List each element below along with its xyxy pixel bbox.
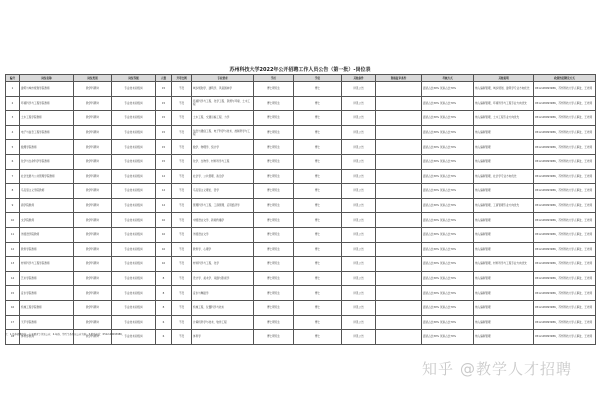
table-cell: 数学、物理学、统计学	[192, 140, 254, 155]
table-cell: 艺术学院教师	[20, 271, 74, 286]
table-cell: 博士	[294, 111, 342, 126]
table-cell: 博士研究生	[254, 169, 294, 184]
table-cell: 详见公告	[342, 227, 376, 242]
table-cell: 专业技术初级岗	[112, 213, 156, 228]
column-header: 其他条件	[342, 75, 376, 82]
table-notes: 注：1.具体招聘岗位、专业要求等详见公告；2.年龄、学历等条件以公告为准；3.联系电话：0512-68093986。	[5, 333, 125, 336]
table-cell: 专业技术初级岗	[112, 242, 156, 257]
table-cell	[376, 169, 422, 184]
table-cell: 博士研究生	[254, 125, 294, 140]
table-cell: 博士	[294, 184, 342, 199]
table-cell: 专业技术初级岗	[112, 154, 156, 169]
table-cell: 专业技术初级岗	[112, 184, 156, 199]
table-cell: 详见公告	[342, 300, 376, 315]
table-cell	[376, 184, 422, 199]
table-row	[6, 111, 596, 126]
table-cell	[376, 227, 422, 242]
column-header: 学位	[294, 75, 342, 82]
table-cell: 博士研究生	[254, 154, 294, 169]
column-header: 其他说明	[474, 75, 534, 82]
table-cell: 面试占比30% 试讲占比70%	[422, 154, 474, 169]
column-header: 学历	[254, 75, 294, 82]
table-cell: 博士	[294, 227, 342, 242]
table-cell: 18	[6, 330, 20, 345]
table-cell: 面试占比30% 试讲占比70%	[422, 271, 474, 286]
table-cell: 环境科学与工程、化学工程、资源与环境、土木工程	[192, 96, 254, 111]
table-cell: 纳入编制管理，工商管理专业方向优先	[474, 198, 534, 213]
column-header: 政策性招聘及方式	[534, 75, 596, 82]
table-cell: 纳入编制管理，材料科学与工程专业方向优先	[474, 257, 534, 272]
table-cell: 纳入编制管理	[474, 184, 534, 199]
table-cell: 博士研究生	[254, 111, 294, 126]
table-cell: 纳入编制管理	[474, 154, 534, 169]
table-cell: 土木工程学院教师	[20, 111, 74, 126]
table-cell: 博士研究生	[254, 271, 294, 286]
table-cell: 0512-68093986，苏州科技大学人事处，王老师	[534, 227, 596, 242]
table-cell: 马克思主义学院教师	[20, 184, 74, 199]
table-cell: 不设	[172, 271, 192, 286]
table-cell: 15	[156, 82, 172, 97]
table-cell: 博士研究生	[254, 184, 294, 199]
table-cell: 6	[156, 315, 172, 330]
table-cell: 教学科研岗	[74, 184, 112, 199]
table-cell: 化学与生命科学学院教师	[20, 154, 74, 169]
table-cell: 外国语学院教师	[20, 227, 74, 242]
table-cell: 体育部教师	[20, 330, 74, 345]
table-cell: 详见公告	[342, 184, 376, 199]
table-cell: 数理学院教师	[20, 140, 74, 155]
table-cell: 12	[156, 198, 172, 213]
table-cell: 博士	[294, 140, 342, 155]
table-cell: 0512-68093986，苏州科技大学人事处，王老师	[534, 96, 596, 111]
table-row	[6, 257, 596, 272]
table-cell: 面试占比30% 试讲占比70%	[422, 227, 474, 242]
table-cell: 纳入编制管理，城乡规划、建筑学专业方向优先	[474, 82, 534, 97]
table-cell	[376, 140, 422, 155]
table-cell: 16	[6, 300, 20, 315]
table-cell: 0512-68093986，苏州科技大学人事处，王老师	[534, 140, 596, 155]
table-row	[6, 242, 596, 257]
table-cell: 0512-68093986，苏州科技大学人事处，王老师	[534, 154, 596, 169]
table-cell: 教学科研岗	[74, 213, 112, 228]
table-cell: 面试占比30% 试讲占比70%	[422, 184, 474, 199]
table-cell: 不设	[172, 184, 192, 199]
table-cell	[376, 198, 422, 213]
table-cell: 详见公告	[342, 213, 376, 228]
table-cell: 博士研究生	[254, 257, 294, 272]
column-header: 开考比例	[172, 75, 192, 82]
table-cell: 专业技术初级岗	[112, 286, 156, 301]
table-cell: 5	[6, 140, 20, 155]
table-cell: 教学科研岗	[74, 96, 112, 111]
table-cell: 博士	[294, 169, 342, 184]
table-cell: 详见公告	[342, 271, 376, 286]
table-cell: 0512-68093986，苏州科技大学人事处，王老师	[534, 315, 596, 330]
column-header: 考核方式	[422, 75, 474, 82]
table-cell: 纳入编制管理	[474, 125, 534, 140]
table-cell: 教学科研岗	[74, 330, 112, 345]
table-cell: 面试占比30% 试讲占比70%	[422, 111, 474, 126]
table-cell: 不设	[172, 82, 192, 97]
table-cell: 文学院教师	[20, 213, 74, 228]
table-cell: 0512-68093986，苏州科技大学人事处，王老师	[534, 242, 596, 257]
table-cell: 0512-68093986，苏州科技大学人事处，王老师	[534, 169, 596, 184]
table-cell: 0512-68093986，苏州科技大学人事处，王老师	[534, 184, 596, 199]
table-cell: 专业技术初级岗	[112, 271, 156, 286]
table-cell: 0512-68093986，苏州科技大学人事处，王老师	[534, 300, 596, 315]
table-cell	[376, 154, 422, 169]
table-cell: 纳入编制管理	[474, 213, 534, 228]
table-cell: 社会学、公共管理、政治学	[192, 169, 254, 184]
table-row	[6, 286, 596, 301]
table-cell: 不设	[172, 330, 192, 345]
table-cell	[376, 300, 422, 315]
table-cell: 教学科研岗	[74, 154, 112, 169]
table-cell: 12	[6, 242, 20, 257]
table-cell: 10	[156, 242, 172, 257]
table-cell: 详见公告	[342, 96, 376, 111]
job-table	[5, 74, 596, 345]
table-cell: 15	[156, 140, 172, 155]
table-cell: 音乐学院教师	[20, 286, 74, 301]
column-header: 人数	[156, 75, 172, 82]
table-cell: 详见公告	[342, 140, 376, 155]
table-cell: 博士研究生	[254, 330, 294, 345]
table-cell: 0512-68093986，苏州科技大学人事处，王老师	[534, 330, 596, 345]
table-cell: 博士	[294, 154, 342, 169]
table-cell: 博士研究生	[254, 315, 294, 330]
table-cell: 面试占比30% 试讲占比70%	[422, 125, 474, 140]
column-header: 岗位名称	[20, 75, 74, 82]
table-cell: 详见公告	[342, 330, 376, 345]
table-cell: 体育学	[192, 330, 254, 345]
table-cell	[376, 125, 422, 140]
table-cell: 面试占比30% 试讲占比70%	[422, 330, 474, 345]
table-cell: 详见公告	[342, 154, 376, 169]
table-cell: 土木工程、交通运输工程、力学	[192, 111, 254, 126]
table-cell: 2	[6, 96, 20, 111]
table-cell: 教学科研岗	[74, 140, 112, 155]
table-cell: 专业技术初级岗	[112, 111, 156, 126]
table-cell: 0512-68093986，苏州科技大学人事处，王老师	[534, 111, 596, 126]
table-cell: 教育学院教师	[20, 242, 74, 257]
table-cell: 不设	[172, 286, 192, 301]
table-cell: 纳入编制管理	[474, 242, 534, 257]
table-cell: 建筑与城市规划学院教师	[20, 82, 74, 97]
table-cell: 不设	[172, 198, 192, 213]
table-cell: 面试占比30% 试讲占比70%	[422, 315, 474, 330]
table-cell: 纳入编制管理	[474, 286, 534, 301]
table-cell: 教学科研岗	[74, 286, 112, 301]
table-cell	[376, 257, 422, 272]
table-cell: 专业技术初级岗	[112, 315, 156, 330]
table-cell: 教学科研岗	[74, 300, 112, 315]
table-cell: 社会发展与公共管理学院教师	[20, 169, 74, 184]
table-cell: 教学科研岗	[74, 125, 112, 140]
table-cell: 4	[6, 125, 20, 140]
table-cell: 面试占比30% 试讲占比70%	[422, 82, 474, 97]
table-cell: 机械工程学院教师	[20, 300, 74, 315]
table-cell: 教学科研岗	[74, 198, 112, 213]
table-row	[6, 82, 596, 97]
table-cell: 15	[156, 111, 172, 126]
table-cell: 详见公告	[342, 82, 376, 97]
table-cell: 专业技术初级岗	[112, 300, 156, 315]
table-cell: 环境科学与工程学院教师	[20, 96, 74, 111]
table-cell: 8	[156, 286, 172, 301]
table-cell: 纳入编制管理	[474, 330, 534, 345]
table-cell: 15	[156, 125, 172, 140]
table-cell: 博士研究生	[254, 96, 294, 111]
table-cell: 17	[6, 315, 20, 330]
table-cell: 0512-68093986，苏州科技大学人事处，王老师	[534, 125, 596, 140]
table-cell: 0512-68093986，苏州科技大学人事处，王老师	[534, 271, 596, 286]
table-row	[6, 169, 596, 184]
table-cell: 纳入编制管理	[474, 271, 534, 286]
table-cell: 博士研究生	[254, 300, 294, 315]
table-cell: 博士	[294, 125, 342, 140]
table-cell: 7	[6, 169, 20, 184]
table-cell: 纳入编制管理	[474, 140, 534, 155]
table-cell: 12	[156, 169, 172, 184]
table-header-row	[6, 75, 596, 82]
table-cell: 马克思主义理论、哲学	[192, 184, 254, 199]
table-cell: 博士	[294, 315, 342, 330]
table-cell: 15	[6, 286, 20, 301]
table-cell: 面试占比30% 试讲占比70%	[422, 242, 474, 257]
table-cell: 教学科研岗	[74, 227, 112, 242]
table-cell: 计算机科学与技术、软件工程	[192, 315, 254, 330]
table-cell: 纳入编制管理	[474, 227, 534, 242]
table-cell: 材料科学与工程学院教师	[20, 257, 74, 272]
table-cell: 专业技术初级岗	[112, 169, 156, 184]
table-cell: 不设	[172, 227, 192, 242]
table-cell: 不设	[172, 125, 192, 140]
table-cell: 城乡规划学、建筑学、风景园林学	[192, 82, 254, 97]
column-header: 专业要求	[192, 75, 254, 82]
table-cell	[376, 213, 422, 228]
table-cell: 面试占比30% 试讲占比70%	[422, 169, 474, 184]
table-row	[6, 198, 596, 213]
table-cell: 教学科研岗	[74, 169, 112, 184]
table-cell: 6	[156, 330, 172, 345]
table-cell: 不设	[172, 257, 192, 272]
table-cell: 纳入编制管理，社会学专业方向优先	[474, 169, 534, 184]
table-cell: 博士研究生	[254, 140, 294, 155]
table-cell: 11	[6, 227, 20, 242]
table-title: 苏州科技大学2022年公开招聘工作人员公告（第一批）-岗位表	[229, 67, 371, 73]
table-cell: 音乐与舞蹈学	[192, 286, 254, 301]
table-cell: 10	[6, 213, 20, 228]
table-cell: 设计学、美术学、戏剧与影视学	[192, 271, 254, 286]
table-cell: 面试占比30% 试讲占比70%	[422, 286, 474, 301]
table-cell: 1	[6, 82, 20, 97]
table-body	[6, 82, 596, 345]
table-cell: 10	[156, 227, 172, 242]
table-cell: 0512-68093986，苏州科技大学人事处，王老师	[534, 82, 596, 97]
table-row	[6, 154, 596, 169]
table-cell: 天平学院教师	[20, 315, 74, 330]
table-cell: 商学院教师	[20, 198, 74, 213]
table-row	[6, 227, 596, 242]
table-cell: 专业技术初级岗	[112, 257, 156, 272]
table-cell: 教学科研岗	[74, 111, 112, 126]
table-cell: 博士研究生	[254, 227, 294, 242]
table-cell: 机械工程、仪器科学与技术	[192, 300, 254, 315]
table-cell: 博士	[294, 330, 342, 345]
table-cell: 博士	[294, 257, 342, 272]
table-cell: 专业技术初级岗	[112, 330, 156, 345]
table-cell: 不设	[172, 96, 192, 111]
table-row	[6, 125, 596, 140]
table-cell: 纳入编制管理，土木工程专业方向优先	[474, 111, 534, 126]
table-cell: 纳入编制管理，环境科学与工程专业方向优先	[474, 96, 534, 111]
table-row	[6, 271, 596, 286]
table-cell: 不设	[172, 315, 192, 330]
table-cell: 面试占比30% 试讲占比70%	[422, 96, 474, 111]
table-cell: 3	[6, 111, 20, 126]
table-cell	[376, 96, 422, 111]
table-cell: 电子与信息工程学院教师	[20, 125, 74, 140]
table-cell: 面试占比30% 试讲占比70%	[422, 140, 474, 155]
table-cell: 教学科研岗	[74, 257, 112, 272]
table-cell: 0512-68093986，苏州科技大学人事处，王老师	[534, 213, 596, 228]
table-cell: 管理科学与工程、工商管理、应用经济学	[192, 198, 254, 213]
table-cell: 8	[156, 300, 172, 315]
table-cell: 博士研究生	[254, 198, 294, 213]
table-cell: 中国语言文学、新闻传播学	[192, 213, 254, 228]
table-cell	[376, 315, 422, 330]
table-cell: 不设	[172, 169, 192, 184]
table-cell: 15	[156, 154, 172, 169]
job-table-sheet	[5, 66, 595, 340]
table-cell: 博士	[294, 82, 342, 97]
table-cell: 博士	[294, 242, 342, 257]
table-cell: 博士	[294, 300, 342, 315]
table-cell: 详见公告	[342, 315, 376, 330]
table-cell: 博士	[294, 198, 342, 213]
table-cell	[376, 82, 422, 97]
table-cell: 15	[156, 96, 172, 111]
table-cell: 教学科研岗	[74, 242, 112, 257]
table-cell: 专业技术初级岗	[112, 198, 156, 213]
table-cell: 专业技术初级岗	[112, 125, 156, 140]
table-cell: 面试占比30% 试讲占比70%	[422, 198, 474, 213]
table-cell: 13	[6, 257, 20, 272]
table-cell: 8	[156, 271, 172, 286]
table-cell: 不设	[172, 213, 192, 228]
column-header: 岗位类别	[74, 75, 112, 82]
table-cell: 纳入编制管理	[474, 300, 534, 315]
table-cell: 详见公告	[342, 125, 376, 140]
table-cell: 博士	[294, 271, 342, 286]
table-row	[6, 300, 596, 315]
table-cell: 博士	[294, 286, 342, 301]
table-cell: 博士研究生	[254, 213, 294, 228]
watermark-author: @教学人才招聘	[460, 359, 573, 378]
table-cell: 博士研究生	[254, 286, 294, 301]
table-cell: 材料科学与工程、化学	[192, 257, 254, 272]
table-cell: 化学、生物学、材料科学与工程	[192, 154, 254, 169]
table-cell: 教学科研岗	[74, 315, 112, 330]
table-cell: 14	[6, 271, 20, 286]
table-cell: 专业技术初级岗	[112, 96, 156, 111]
column-header: 编号	[6, 75, 20, 82]
table-cell: 0512-68093986，苏州科技大学人事处，王老师	[534, 257, 596, 272]
table-cell: 详见公告	[342, 198, 376, 213]
table-cell: 博士研究生	[254, 242, 294, 257]
table-row	[6, 213, 596, 228]
table-cell: 教学科研岗	[74, 82, 112, 97]
table-cell	[376, 111, 422, 126]
table-cell: 专业技术初级岗	[112, 82, 156, 97]
table-cell: 详见公告	[342, 111, 376, 126]
watermark	[422, 356, 572, 380]
table-cell	[376, 286, 422, 301]
table-cell: 教育学、心理学	[192, 242, 254, 257]
table-cell: 9	[6, 198, 20, 213]
table-cell: 外国语言文学	[192, 227, 254, 242]
table-row	[6, 315, 596, 330]
table-cell: 不设	[172, 300, 192, 315]
table-cell: 博士	[294, 96, 342, 111]
table-cell: 专业技术初级岗	[112, 227, 156, 242]
table-cell: 纳入编制管理	[474, 315, 534, 330]
table-row	[6, 184, 596, 199]
table-cell: 面试占比30% 试讲占比70%	[422, 213, 474, 228]
column-header: 资格复审条件	[376, 75, 422, 82]
table-cell: 6	[6, 154, 20, 169]
table-cell: 博士研究生	[254, 82, 294, 97]
table-row	[6, 96, 596, 111]
table-cell: 教学科研岗	[74, 271, 112, 286]
table-cell	[376, 242, 422, 257]
table-cell: 面试占比30% 试讲占比70%	[422, 257, 474, 272]
table-cell: 10	[156, 213, 172, 228]
table-cell: 博士	[294, 213, 342, 228]
table-cell: 0512-68093986，苏州科技大学人事处，王老师	[534, 286, 596, 301]
table-cell: 详见公告	[342, 169, 376, 184]
table-row	[6, 140, 596, 155]
table-cell: 10	[156, 257, 172, 272]
table-cell: 0512-68093986，苏州科技大学人事处，王老师	[534, 198, 596, 213]
table-cell: 详见公告	[342, 286, 376, 301]
zhihu-logo-text: 知乎	[422, 359, 455, 378]
table-cell: 信息与通信工程、电子科学与技术、控制科学与工程	[192, 125, 254, 140]
table-cell: 8	[6, 184, 20, 199]
table-cell: 不设	[172, 140, 192, 155]
table-cell: 12	[156, 184, 172, 199]
table-cell: 不设	[172, 242, 192, 257]
table-cell: 详见公告	[342, 242, 376, 257]
table-cell: 详见公告	[342, 257, 376, 272]
table-cell: 不设	[172, 154, 192, 169]
table-cell: 面试占比30% 试讲占比70%	[422, 300, 474, 315]
table-cell	[376, 271, 422, 286]
column-header: 岗位等级	[112, 75, 156, 82]
table-cell: 专业技术初级岗	[112, 140, 156, 155]
table-cell: 不设	[172, 111, 192, 126]
